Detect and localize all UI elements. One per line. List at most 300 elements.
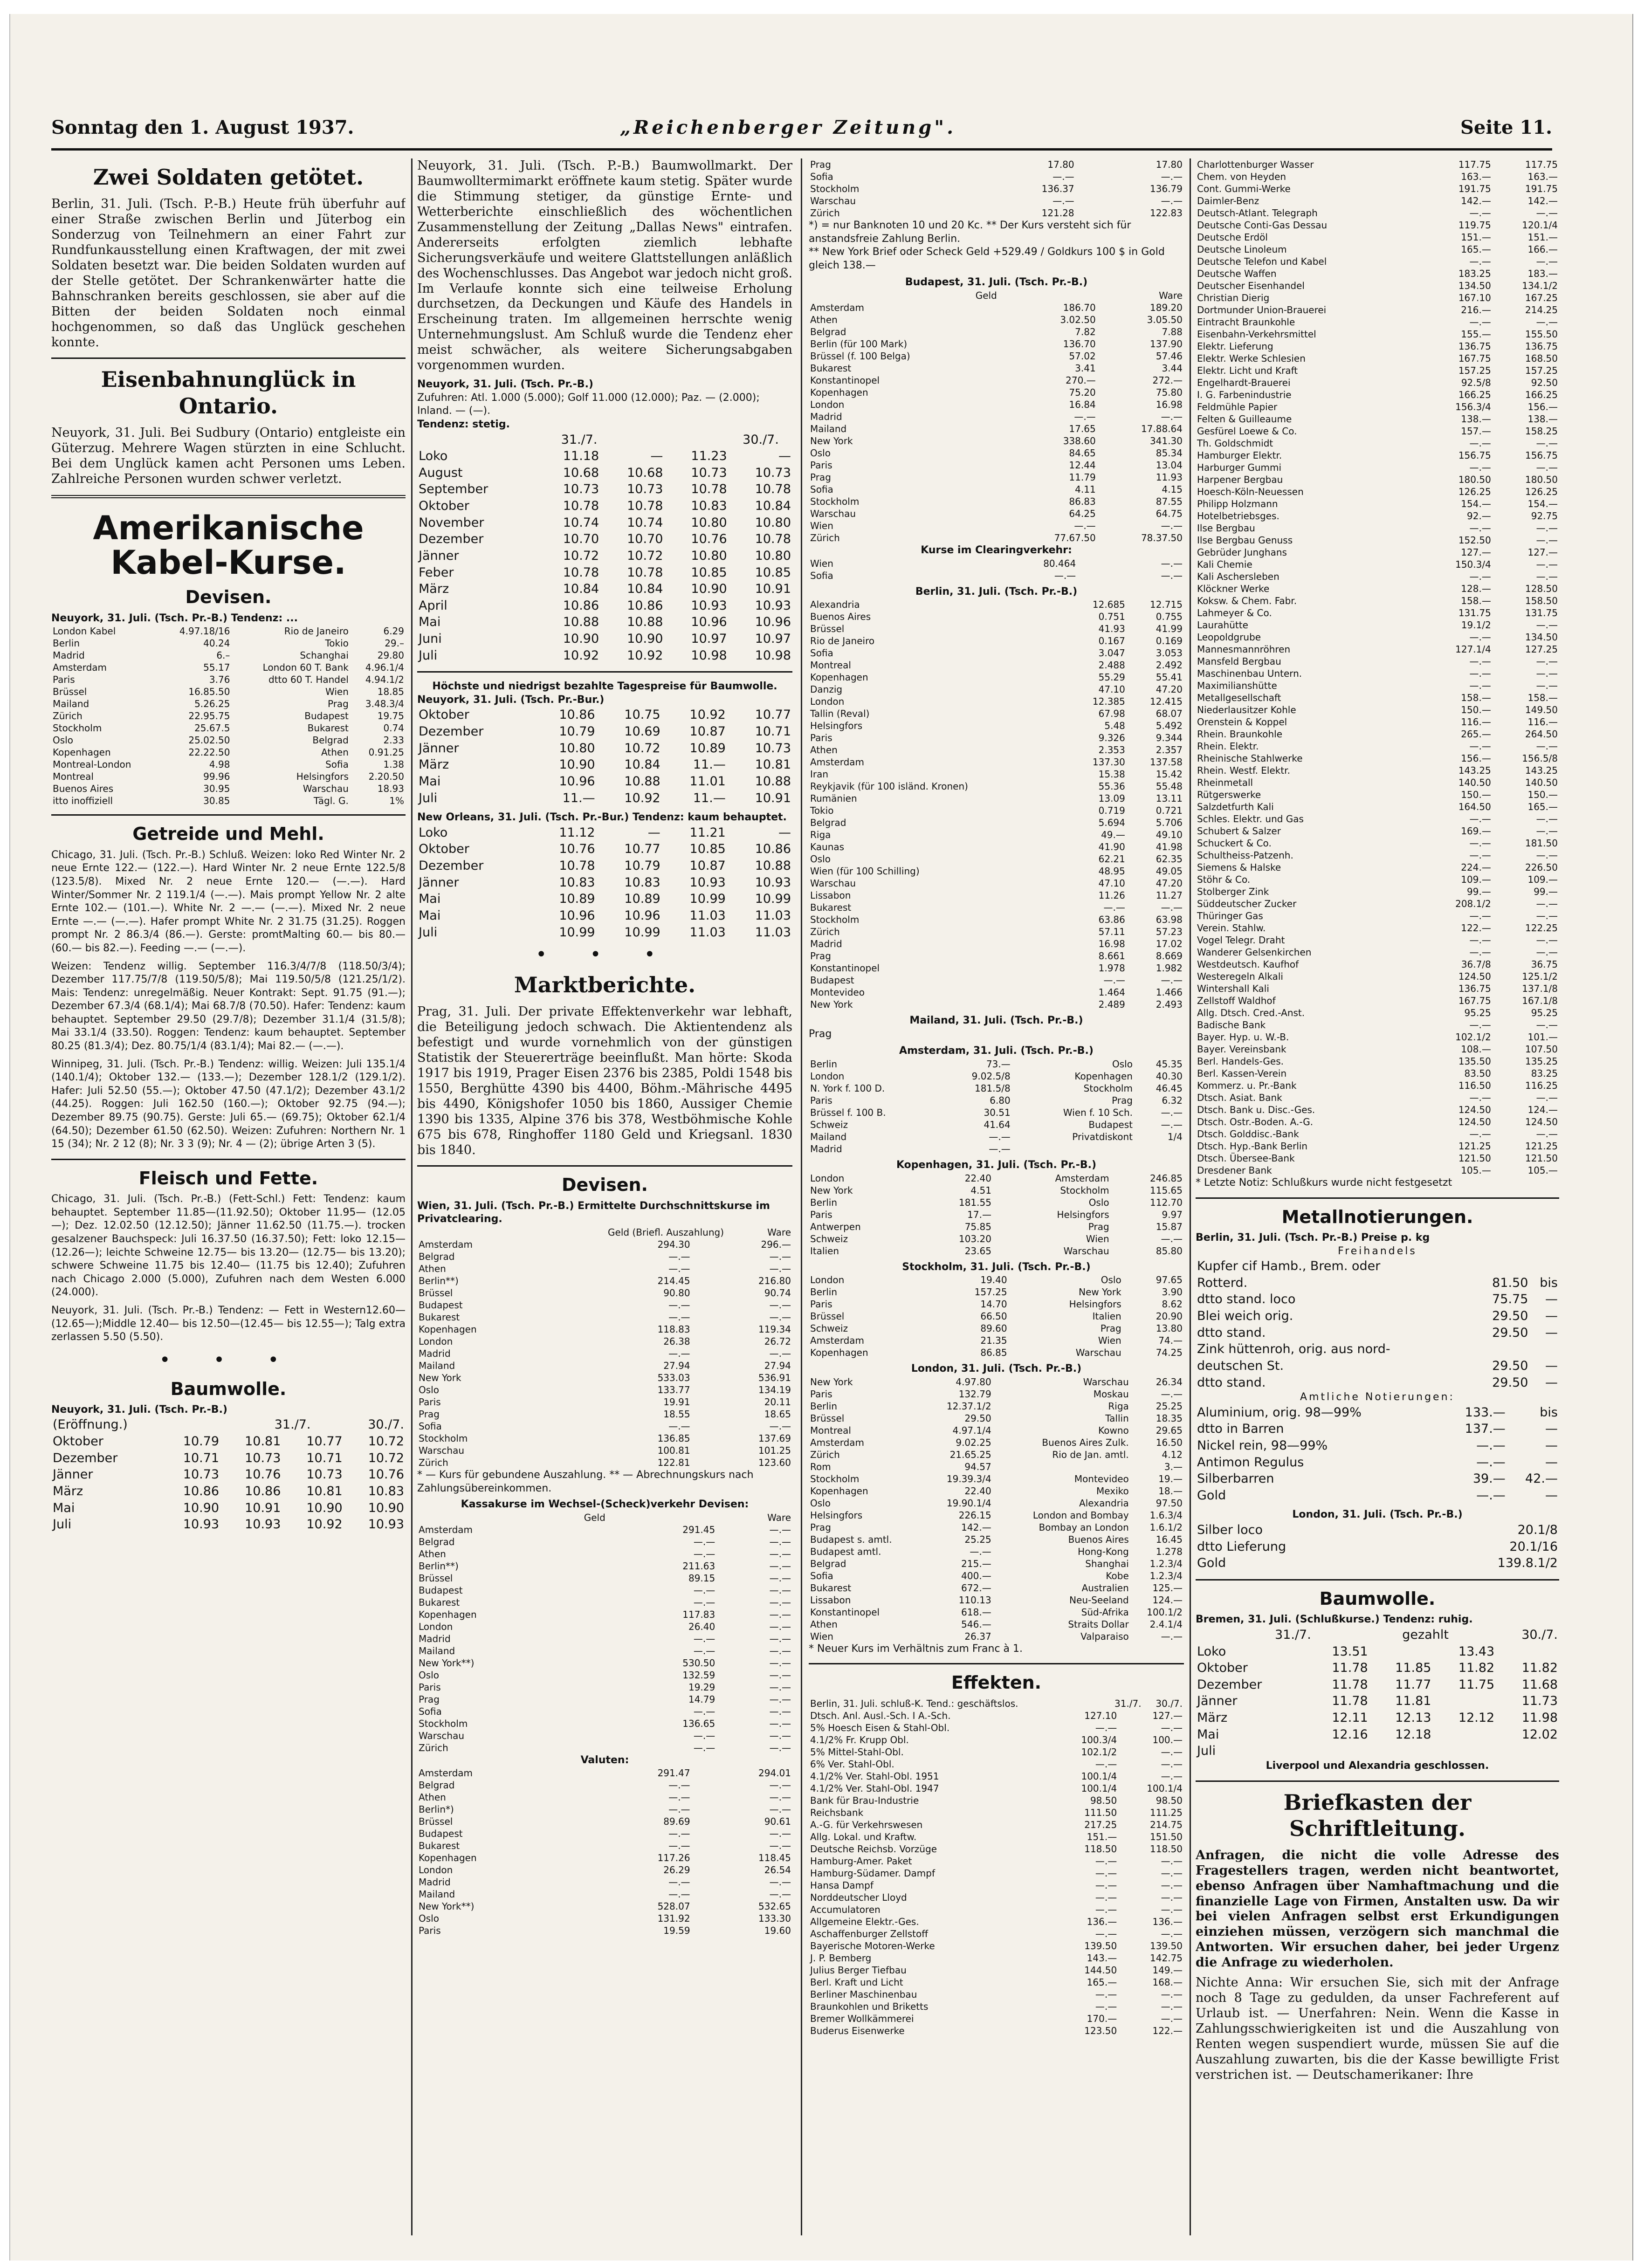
table-cell: —.—	[1161, 975, 1183, 986]
table-row	[809, 399, 1184, 411]
table-cell: 134.50	[1458, 280, 1491, 291]
table-cell: 127.10	[1084, 1710, 1117, 1721]
table-cell: 64.75	[1156, 508, 1183, 519]
table-cell: —.—	[769, 1804, 791, 1815]
article-text: Anfragen, die nicht die volle Adresse des Fragestellers tragen, werden nicht beantwortet, ebenso Anfragen über Namhaftmachung und die finanzielle Lage von Firmen, Anstalten usw. Da wir bei vielen Anfragen selbst erst Erkundigungen einziehen müssen, verzögern sich manchmal die Antworten. Wir ersuchen daher, bei jeder Urgenz die Anfrage zu wiederholen.	[1196, 1848, 1559, 1970]
table-cell: Kopenhagen	[1074, 1070, 1133, 1082]
table-cell: 119.75	[1458, 220, 1491, 231]
table-cell: Dtsch. Golddisc.-Bank	[1197, 1128, 1299, 1140]
table-cell: Brüssel	[419, 1816, 453, 1828]
table-row	[417, 1852, 792, 1864]
table-cell: 10.96	[559, 774, 595, 789]
table-cell: 26.38	[663, 1335, 690, 1347]
table-cell: Thüringer Gas	[1197, 910, 1263, 921]
table-cell: 118.83	[657, 1323, 690, 1335]
table-cell: —.—	[1536, 571, 1558, 582]
table-cell: —.—	[668, 1311, 690, 1323]
table-cell: 4.1/2% Ver. Stahl-Obl. 1947	[810, 1782, 939, 1794]
table-cell: 169.—	[1461, 825, 1491, 837]
table-cell: Aluminium, orig. 98—99%	[1197, 1405, 1362, 1420]
table-cell: 62.21	[1098, 853, 1125, 865]
table-cell: Kopenhagen	[419, 1323, 477, 1335]
table-cell: 15.42	[1156, 769, 1183, 780]
table-row	[809, 1310, 1184, 1322]
table-cell: —	[1545, 1325, 1558, 1340]
table-cell: Bukarest	[419, 1596, 460, 1608]
table-columns	[809, 289, 1184, 302]
table-row	[417, 1767, 792, 1779]
table-row	[417, 1924, 792, 1937]
table-row	[809, 1473, 1184, 1485]
table-cell: —	[778, 825, 791, 840]
table-row	[51, 661, 406, 674]
table-cell: Brüssel (f. 100 Belga)	[810, 350, 910, 362]
table-cell: 158.50	[1525, 595, 1558, 606]
table-row	[809, 720, 1184, 732]
table-cell: 0.91.25	[368, 747, 404, 758]
market-header: Bremen, 31. Juli. (Schlußkurse.) Tendenz: ruhig.	[1196, 1614, 1473, 1626]
table-cell: 142.—	[1461, 195, 1491, 206]
table-cell: 103.20	[958, 1233, 991, 1244]
table-cell: Berl. Handels-Ges.	[1197, 1056, 1284, 1067]
table-cell: Amsterdam	[810, 1436, 865, 1448]
table-cell: 126.25	[1525, 486, 1558, 497]
table-cell: 7.82	[1075, 326, 1096, 337]
table-cell: 4.94.1/2	[365, 674, 404, 686]
table-cell: 4.51	[970, 1184, 991, 1196]
table-cell: Prag	[419, 1693, 440, 1705]
table-cell: 10.89	[559, 892, 595, 907]
table-cell: 167.75	[1458, 353, 1491, 364]
table-row	[1196, 886, 1559, 898]
table-cell: Silber loco	[1197, 1523, 1263, 1538]
table-cell: Moskau	[1093, 1388, 1129, 1400]
table-cell: —	[1545, 1422, 1558, 1436]
table-row	[417, 1512, 792, 1524]
table-cell	[1012, 1143, 1134, 1155]
table-cell: 20.1/16	[1509, 1539, 1558, 1554]
table-row	[1196, 243, 1559, 255]
table-row	[417, 564, 792, 581]
table-cell: 57.46	[1156, 350, 1183, 362]
table-cell: gezahlt	[1402, 1627, 1449, 1642]
table-cell: 10.71	[755, 724, 791, 739]
table-row	[417, 1730, 792, 1742]
table-cell: 73.—	[986, 1058, 1011, 1070]
table-row	[417, 1584, 792, 1596]
table-cell: 78.37.50	[1141, 532, 1183, 543]
table-cell: —.—	[769, 1608, 791, 1620]
table-cell: 191.75	[1458, 183, 1491, 194]
table-cell: —.—	[1536, 256, 1558, 267]
table-cell: —.—	[668, 1792, 690, 1803]
table-cell: Australien	[1081, 1582, 1129, 1594]
table-cell: Helsingfors	[810, 1509, 863, 1521]
table-cell: I. G. Farbenindustrie	[1197, 389, 1292, 400]
table-row	[809, 695, 1184, 708]
table-cell: 156.5/8	[1522, 753, 1558, 764]
table-cell: 131.92	[657, 1913, 690, 1924]
table-row	[417, 773, 792, 790]
table-cell: —.—	[1469, 316, 1491, 328]
table-row	[417, 1888, 792, 1900]
table-cell: 10.80	[559, 741, 595, 756]
table-row	[1196, 1539, 1559, 1555]
table-cell: 4.12	[1162, 1449, 1183, 1460]
table-cell: New York**)	[419, 1901, 475, 1912]
market-text: Tendenz: stetig.	[417, 418, 510, 430]
table-cell: Rotterd.	[1197, 1275, 1248, 1290]
table-cell: —.—	[1536, 522, 1558, 534]
table-row	[1196, 680, 1559, 692]
table-cell: Klöckner Werke	[1197, 583, 1270, 594]
header-date: Sonntag den 1. August 1937.	[51, 117, 354, 138]
table-row	[417, 1396, 792, 1408]
table-cell: Brüssel	[419, 1572, 453, 1584]
table-cell: Valparaiso	[1080, 1630, 1129, 1642]
table-cell: Gold	[1197, 1488, 1226, 1503]
table-cell: Oktober	[1197, 1661, 1248, 1676]
table-cell: 11.18	[563, 449, 599, 464]
table-cell: 92.5/8	[1461, 377, 1491, 388]
table-cell: 66.50	[980, 1311, 1007, 1322]
table-row	[809, 338, 1184, 350]
table-cell: 100.1/2	[1147, 1606, 1183, 1618]
table-cell: 12.18	[1395, 1727, 1431, 1742]
table-cell: Paris	[53, 674, 75, 686]
table-cell: Sofia	[810, 483, 833, 495]
table-cell: 26.40	[688, 1621, 715, 1632]
table-row	[809, 302, 1184, 314]
market-header: Kassakurse im Wechsel-(Scheck)verkehr Devisen:	[461, 1498, 749, 1511]
table-cell: Paris	[810, 1209, 832, 1220]
table-cell: 6.80	[990, 1094, 1011, 1106]
table-row	[1196, 328, 1559, 340]
table-cell: Kopenhagen	[810, 386, 868, 398]
table-cell: —.—	[1054, 570, 1076, 581]
table-row	[1196, 1140, 1559, 1152]
table-cell: 10.72	[368, 1434, 404, 1449]
market-header: Kurse im Clearingverkehr:	[921, 544, 1072, 556]
table-cell: Amsterdam	[419, 1524, 473, 1535]
table-cell: 90.74	[764, 1287, 791, 1299]
table-cell: Berlin	[810, 1286, 838, 1298]
table-cell: Süddeutscher Zucker	[1197, 898, 1297, 909]
table-cell: —.—	[769, 1560, 791, 1572]
table-cell: Montreal	[810, 660, 851, 671]
table-cell: Juni	[419, 632, 442, 646]
table-cell: —	[1545, 1375, 1558, 1390]
table-cell: 6% Ver. Stahl-Obl.	[810, 1758, 894, 1770]
table-cell	[780, 432, 792, 448]
table-row	[417, 1457, 792, 1469]
table-cell: 123.60	[758, 1457, 791, 1468]
table-cell: 18.85	[377, 686, 404, 698]
table-cell: New York	[810, 435, 853, 447]
table-row	[809, 447, 1184, 459]
table-cell: 2.492	[1156, 660, 1183, 671]
table-row	[809, 1131, 1184, 1143]
table-cell: 136.70	[1063, 338, 1096, 350]
table-cell: 118.50	[1084, 1843, 1117, 1855]
table-cell: Juli	[1197, 1744, 1216, 1759]
table-cell: Oslo	[419, 1384, 439, 1395]
table-cell: 20.90	[1156, 1311, 1183, 1322]
table-row	[809, 744, 1184, 756]
table-cell: 132.59	[682, 1669, 715, 1681]
table-cell: 155.50	[1525, 329, 1558, 340]
table-cell: 10.96	[691, 615, 727, 630]
table-row	[417, 1693, 792, 1705]
table-cell: 47.10	[1098, 878, 1125, 889]
table-cell: 117.83	[682, 1608, 715, 1620]
table-cell: Mailand	[419, 1889, 455, 1900]
table-row	[417, 1876, 792, 1888]
table-cell: Konstantinopel	[810, 962, 880, 974]
table-cell: 11.—	[693, 757, 726, 772]
table-row	[809, 877, 1184, 889]
table-cell: 1.6.3/4	[1149, 1509, 1183, 1521]
table-cell: 165.—	[1461, 244, 1491, 255]
table-cell: Salzdetfurth Kali	[1197, 801, 1274, 812]
table-cell: 11.78	[1332, 1694, 1368, 1709]
table-cell	[1474, 1341, 1529, 1358]
table-cell: Dortmunder Union-Brauerei	[1197, 304, 1327, 316]
table-row	[809, 483, 1184, 495]
table-cell: Schultheiss-Patzenh.	[1197, 850, 1293, 861]
table-row	[1196, 1471, 1559, 1487]
table-cell: Brüssel	[810, 623, 845, 635]
table-cell: 270.—	[1066, 374, 1096, 386]
table-cell: 11.12	[559, 825, 595, 840]
table-cell: 42.—	[1525, 1471, 1558, 1486]
table-cell: Belgrad	[419, 1780, 455, 1791]
table-cell: Reykjavik (für 100 isländ. Kronen)	[810, 781, 968, 792]
table-cell: Italien	[1092, 1311, 1121, 1322]
table-cell: Mai	[1197, 1727, 1219, 1742]
table-cell: —.—	[1476, 1455, 1506, 1470]
table-row	[1196, 934, 1559, 946]
table-cell: 12.16	[1332, 1727, 1368, 1742]
table-cell: Montreal	[810, 1424, 851, 1436]
table-row	[1196, 728, 1559, 740]
table-row	[809, 1509, 1184, 1521]
table-cell: 216.80	[758, 1275, 791, 1286]
table-cell: Konstantinopel	[810, 1606, 880, 1618]
table-row	[809, 2013, 1184, 2025]
table-cell: 92.75	[1531, 510, 1558, 522]
table-row	[1196, 1627, 1559, 1643]
table-cell: 181.50	[1525, 838, 1558, 849]
table-cell: Tokio	[810, 805, 834, 817]
table-row	[809, 986, 1184, 998]
table-cell: Rhein. Elektr.	[1197, 741, 1259, 752]
table-cell: 140.50	[1525, 777, 1558, 788]
table-cell: 156.—	[1527, 401, 1558, 412]
table-row	[417, 1608, 792, 1621]
table-cell: 0.755	[1156, 611, 1183, 623]
table-row	[51, 770, 406, 783]
table-cell: —.—	[1095, 1722, 1117, 1733]
table-cell: 10.73	[627, 482, 663, 497]
table-cell: —.—	[769, 1633, 791, 1644]
table-cell: Elektr. Werke Schlesien	[1197, 353, 1306, 364]
table-cell: 18.55	[663, 1408, 690, 1420]
divider	[417, 1165, 792, 1167]
table-cell: Mailand	[53, 698, 89, 710]
table-cell: Budapest	[810, 975, 854, 986]
table-cell: 41.99	[1156, 623, 1183, 635]
table-cell: Rom	[810, 1461, 831, 1472]
table-row	[809, 1928, 1184, 1940]
table-cell: —.—	[1469, 1019, 1491, 1031]
table-cell: 136.—	[1087, 1916, 1117, 1927]
table-cell: Buderus Eisenwerke	[810, 2025, 905, 2036]
table-cell: 18.93	[377, 783, 404, 795]
table-cell: 168.—	[1152, 1976, 1183, 1988]
table-cell: 134.1/2	[1522, 280, 1558, 291]
table-row	[1196, 619, 1559, 631]
table-cell: Amsterdam	[53, 662, 107, 674]
table-row	[809, 1582, 1184, 1594]
table-cell: —.—	[1095, 1855, 1117, 1867]
table-cell: 10.76	[368, 1467, 404, 1482]
table-cell: 1/4	[1167, 1131, 1183, 1142]
table-cell: Gold	[1197, 1556, 1226, 1571]
footnote: * Letzte Notiz: Schlußkurs wurde nicht festgesetzt	[1196, 1177, 1452, 1189]
table-row	[809, 1436, 1184, 1449]
table-cell: Geld	[584, 1512, 605, 1523]
table-cell: Belgrad	[312, 735, 349, 746]
table-cell: 74.—	[1158, 1335, 1183, 1347]
table-cell: 107.50	[1525, 1044, 1558, 1055]
table-cell	[1432, 1693, 1496, 1710]
table-cell: 168.50	[1525, 353, 1558, 364]
table-cell: 10.81	[306, 1484, 343, 1498]
table-cell: 13.11	[1156, 793, 1183, 804]
table-cell: Dezember	[53, 1450, 118, 1465]
table-cell: —.—	[1536, 535, 1558, 546]
table-cell: 31./7.	[1114, 1698, 1142, 1709]
table-cell: 10.91	[245, 1500, 281, 1515]
table-cell: 26.54	[764, 1864, 791, 1876]
table-cell: 3.02.50	[1060, 314, 1096, 325]
table-cell: 1%	[389, 795, 404, 807]
table-cell: 264.50	[1525, 729, 1558, 740]
table-cell: Lahmeyer & Co.	[1197, 607, 1272, 619]
table-row	[1196, 461, 1559, 474]
table-cell: 25.25	[964, 1533, 991, 1545]
table-cell: Hansa Dampf	[810, 1879, 874, 1891]
table-cell: 9.344	[1156, 732, 1183, 744]
table-cell: Juli	[419, 925, 438, 940]
table-cell: 17.65	[1069, 423, 1096, 434]
table-cell: —.—	[1469, 438, 1491, 449]
table-cell: Sofia	[810, 570, 833, 581]
table-row	[809, 1722, 1184, 1734]
table-cell: 90.61	[764, 1816, 791, 1828]
table-cell: 10.72	[563, 548, 599, 563]
table-cell: 1.464	[1098, 987, 1125, 998]
table-cell: Belgrad	[810, 1558, 846, 1569]
table-cell: —.—	[693, 1596, 715, 1608]
table-cell: —.—	[769, 1840, 791, 1852]
table-cell: Wien (für 100 Schilling)	[810, 866, 920, 877]
table-cell: (Eröffnung.)	[53, 1417, 128, 1432]
table-cell: 89.15	[688, 1572, 715, 1584]
table-row	[417, 1432, 792, 1444]
table-row	[809, 1855, 1184, 1867]
table-cell: 6.32	[1162, 1094, 1183, 1106]
table-row	[1196, 183, 1559, 195]
table-cell: 19.29	[688, 1681, 715, 1693]
table-row	[809, 326, 1184, 338]
table-cell: Leopoldgrube	[1197, 632, 1261, 643]
market-header: Neuyork, 31. Juli. (Tsch. Pr.-B.)	[51, 1403, 227, 1416]
table-cell: Warschau	[810, 195, 856, 206]
table-row	[809, 1058, 1184, 1070]
table-cell: 170.—	[1087, 2013, 1117, 2024]
table-row	[809, 1221, 1184, 1233]
table-cell: 1.466	[1156, 987, 1183, 998]
table-cell: 134.19	[758, 1384, 791, 1395]
table-row	[809, 647, 1184, 659]
table-cell: 81.50	[1492, 1275, 1528, 1290]
table-cell: 2.493	[1156, 999, 1183, 1010]
table-row	[51, 637, 406, 649]
table-cell: London	[810, 1274, 845, 1286]
table-cell: 156.3/4	[1455, 401, 1491, 412]
table-cell: Bukarest	[419, 1311, 460, 1323]
table-cell: 89.69	[663, 1816, 690, 1828]
table-cell: 13.51	[1332, 1644, 1368, 1659]
table-cell: 102.1/2	[1455, 1031, 1491, 1043]
table-cell: 144.50	[1084, 1964, 1117, 1976]
table-cell: Tallin	[1105, 1412, 1129, 1424]
table-cell: Mailand	[419, 1360, 455, 1371]
table-cell: 1.978	[1098, 962, 1125, 974]
table-cell: —.—	[769, 1536, 791, 1547]
table-cell: —.—	[769, 1311, 791, 1323]
table-row	[417, 548, 792, 564]
table-cell: Zürich	[810, 207, 840, 219]
table-cell: Warschau	[1075, 1347, 1121, 1359]
table-cell: 10.99	[559, 925, 595, 940]
table-cell: 99.96	[203, 771, 230, 783]
table-cell: 10.86	[183, 1484, 220, 1498]
table-row	[809, 411, 1184, 423]
table-cell: Brüssel	[53, 686, 87, 698]
table-row	[809, 1710, 1184, 1722]
table-row	[1196, 1341, 1559, 1358]
table-cell: Riga	[810, 829, 831, 841]
table-cell: bis	[1540, 1405, 1558, 1420]
table-cell: 137.30	[1092, 756, 1125, 768]
table-cell	[1369, 1643, 1433, 1660]
table-row	[417, 1372, 792, 1384]
market-text: Neuyork, 31. Juli. (Tsch. Pr.-B.) Tendenz: — Fett in Western12.60—(12.65—);Middle 12.40— bis 12.50—(12.45— bis 12.55—); Talg extra zerlassen 5.50 (5.50).	[51, 1304, 406, 1343]
table-cell	[1474, 1258, 1529, 1275]
table-cell: Oslo	[419, 1913, 439, 1924]
table-cell: Westeregeln Alkali	[1197, 971, 1283, 982]
table-cell: Maschinenbau Untern.	[1197, 668, 1302, 679]
page-header	[51, 117, 1552, 144]
table-cell: 97.65	[1156, 1274, 1183, 1286]
table-cell: 135.25	[1525, 1056, 1558, 1067]
table-cell: 157.25	[1458, 365, 1491, 376]
table-cell: 532.65	[758, 1901, 791, 1912]
table-cell: 22.40	[964, 1172, 991, 1184]
